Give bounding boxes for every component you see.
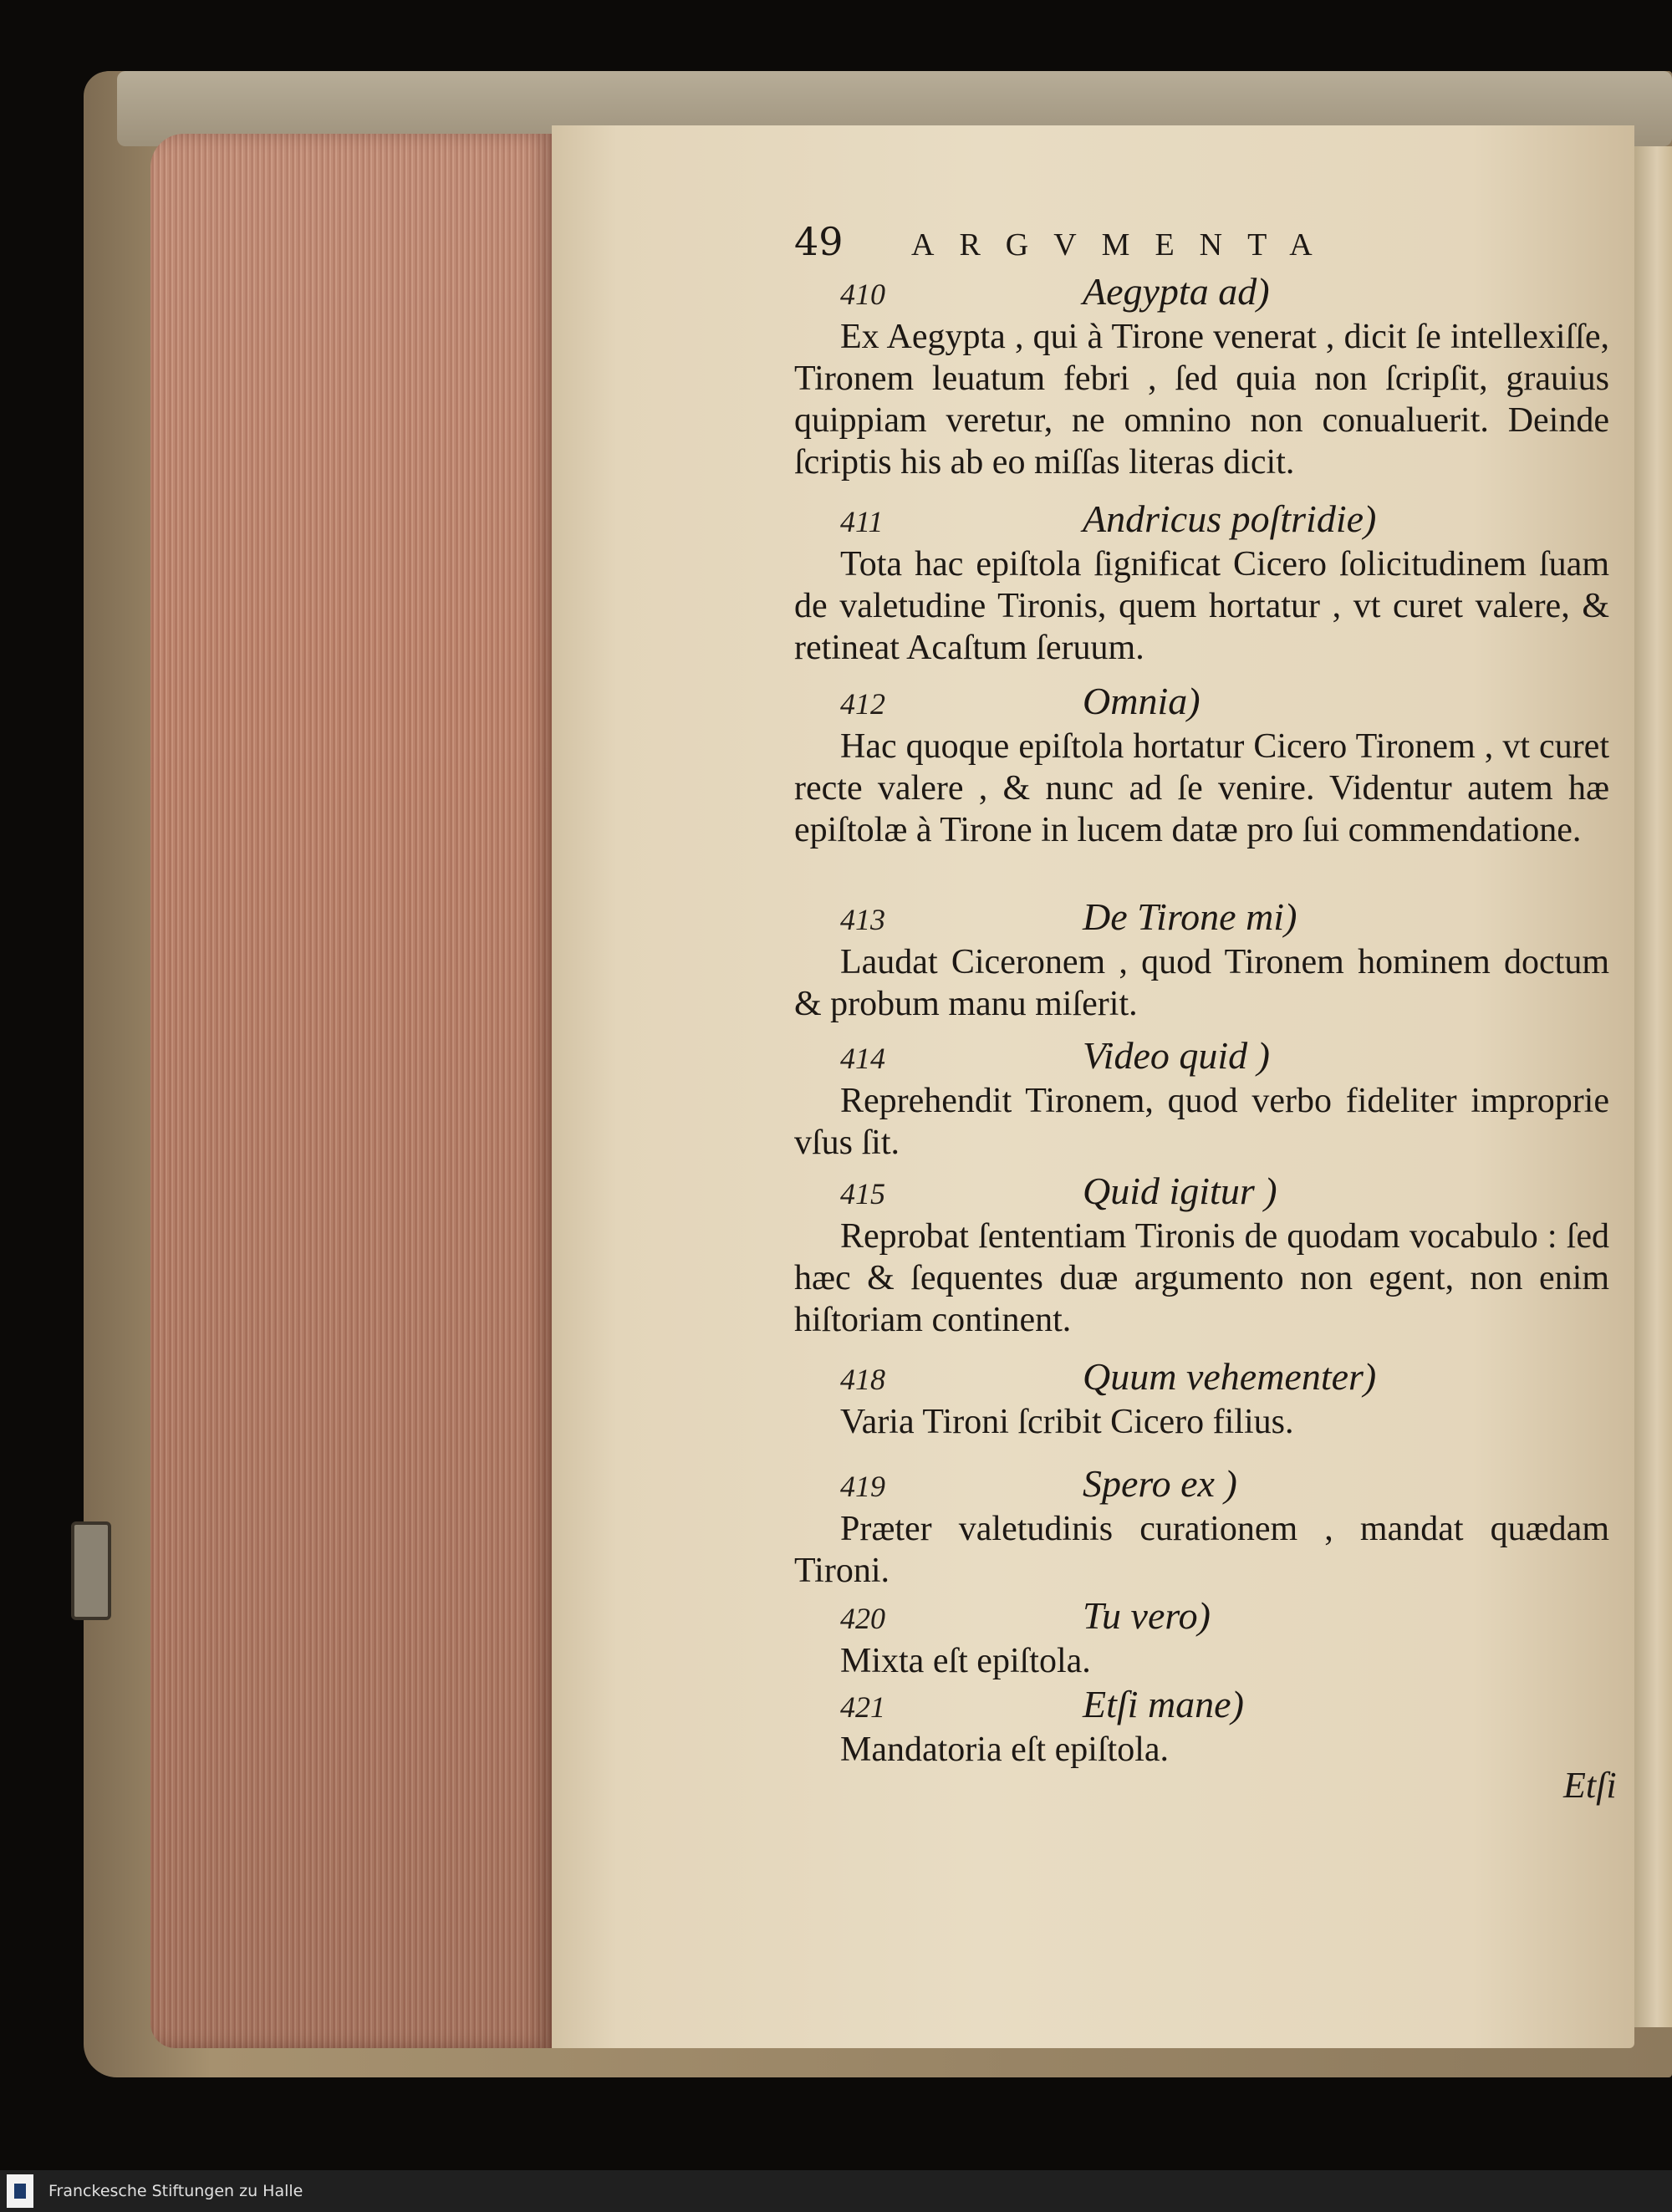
entry-number: 412 xyxy=(840,687,885,721)
entry-text: Mixta eſt epiſtola. xyxy=(840,1642,1091,1680)
footer-bar xyxy=(0,2170,1672,2212)
book-clasp xyxy=(71,1521,111,1620)
entry-number: 419 xyxy=(840,1470,885,1503)
entry-410 xyxy=(794,269,1609,483)
facing-page-edge xyxy=(1634,146,1672,2027)
entry-text: Reprobat ſententiam Tironis de quodam vocabulo : ſed hæc & ſequentes duæ argumento non egent, non enim hiſtoriam continent. xyxy=(794,1217,1609,1339)
entry-incipit: Video quid ) xyxy=(1083,1034,1270,1077)
entry-incipit: Quid igitur ) xyxy=(1083,1170,1277,1212)
entry-420 xyxy=(794,1593,1609,1682)
entry-number: 415 xyxy=(840,1177,885,1210)
catchword: Etſi xyxy=(1563,1765,1617,1806)
entry-incipit: Etſi mane) xyxy=(1083,1683,1244,1725)
entry-incipit: Aegypta ad) xyxy=(1083,270,1270,313)
entry-number: 414 xyxy=(840,1042,885,1075)
entry-number: 413 xyxy=(840,903,885,936)
entry-number: 421 xyxy=(840,1690,885,1724)
running-title: ARGVMENTA xyxy=(911,227,1338,262)
entry-incipit: Spero ex ) xyxy=(1083,1462,1237,1505)
entry-413 xyxy=(794,894,1609,1025)
entry-number: 410 xyxy=(840,278,885,311)
institution-logo-icon xyxy=(7,2174,33,2208)
entry-418 xyxy=(794,1354,1609,1443)
entry-421 xyxy=(794,1682,1609,1771)
entry-text: Præter valetudinis curationem , mandat quædam Tironi. xyxy=(794,1510,1609,1590)
entry-412 xyxy=(794,679,1609,851)
entry-text: Varia Tironi ſcribit Cicero filius. xyxy=(840,1403,1294,1441)
entry-411 xyxy=(794,497,1609,669)
entry-415 xyxy=(794,1169,1609,1341)
footer-institution: Franckesche Stiftungen zu Halle xyxy=(48,2182,303,2200)
entry-incipit: De Tirone mi) xyxy=(1083,895,1297,938)
entry-414 xyxy=(794,1033,1609,1164)
entry-text: Reprehendit Tironem, quod verbo fideliter improprie vſus ſit. xyxy=(794,1082,1609,1162)
entry-incipit: Quum vehementer) xyxy=(1083,1355,1377,1398)
entry-number: 418 xyxy=(840,1363,885,1396)
page-number: 49 xyxy=(794,219,844,264)
page-header xyxy=(794,219,1463,269)
entry-incipit: Omnia) xyxy=(1083,680,1200,722)
entry-incipit: Andricus poſtridie) xyxy=(1083,497,1377,540)
entry-number: 420 xyxy=(840,1602,885,1635)
entry-text: Tota hac epiſtola ſignificat Cicero ſolicitudinem ſuam de valetudine Tironis, quem hortatur , vt curet valere, & retineat Acaſtum ſeruum. xyxy=(794,545,1609,667)
entry-incipit: Tu vero) xyxy=(1083,1594,1211,1637)
entry-number: 411 xyxy=(840,505,884,538)
entry-text: Hac quoque epiſtola hortatur Cicero Tironem , vt curet recte valere , & nunc ad ſe venire. Videntur autem hæ epiſtolæ à Tirone in lucem datæ pro ſui commendatione. xyxy=(794,727,1609,849)
entry-text: Laudat Ciceronem , quod Tironem hominem doctum & probum manu miſerit. xyxy=(794,943,1609,1023)
entry-text: Ex Aegypta , qui à Tirone venerat , dicit ſe intellexiſſe, Tironem leuatum febri , ſed quia non ſcripſit, grauius quippiam veretur, ne omnino non conualuerit. Deinde ſcriptis his ab eo miſſas literas dicit. xyxy=(794,318,1609,482)
entry-419 xyxy=(794,1461,1609,1592)
entry-text: Mandatoria eſt epiſtola. xyxy=(840,1730,1170,1769)
page-edges-shade xyxy=(150,134,552,2048)
